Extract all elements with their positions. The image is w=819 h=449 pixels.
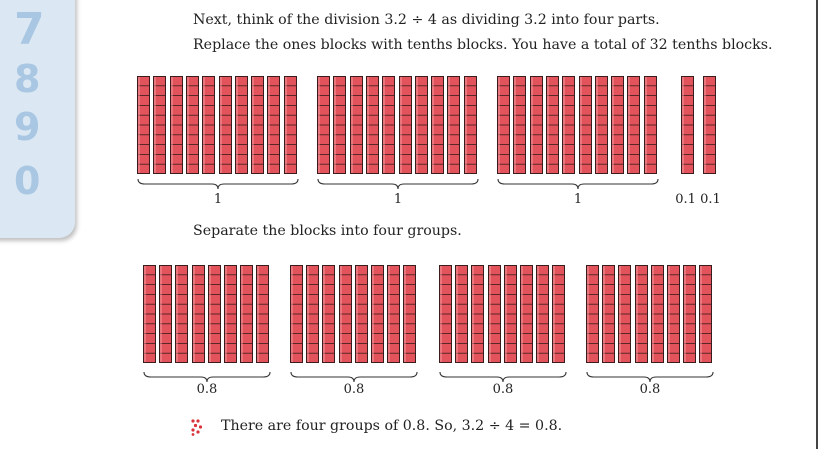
model2-rod-3-8 bbox=[552, 265, 565, 363]
model2-rod-3-2 bbox=[455, 265, 468, 363]
intro-line-2: Replace the ones blocks with tenths blocks. You have a total of 32 tenths blocks. bbox=[193, 37, 773, 53]
model2-rod-3-5 bbox=[504, 265, 517, 363]
model2-rod-4-2 bbox=[602, 265, 615, 363]
instruction-text: Separate the blocks into four groups. bbox=[193, 223, 462, 239]
model1-rod-3-3 bbox=[530, 76, 543, 174]
model2-rod-4-7 bbox=[683, 265, 696, 363]
model1-rod-3-6 bbox=[579, 76, 592, 174]
model2-rod-2-6 bbox=[371, 265, 384, 363]
model1-rod-1-8 bbox=[251, 76, 264, 174]
model2-rod-4-4 bbox=[635, 265, 648, 363]
model2-label-group-3: 0.8 bbox=[492, 382, 514, 397]
model1-brace-one-c bbox=[497, 178, 659, 190]
model1-rod-2-7 bbox=[415, 76, 428, 174]
model1-label-one-b: 1 bbox=[393, 192, 403, 207]
model2-rod-1-8 bbox=[256, 265, 269, 363]
model1-rod-3-9 bbox=[627, 76, 640, 174]
model1-rod-1-4 bbox=[186, 76, 199, 174]
model1-rod-2-2 bbox=[333, 76, 346, 174]
model2-rod-1-3 bbox=[175, 265, 188, 363]
model1-rod-tenth-2 bbox=[703, 76, 716, 174]
model1-brace-one-b bbox=[317, 178, 479, 190]
model1-rod-1-6 bbox=[219, 76, 232, 174]
model1-rod-1-3 bbox=[170, 76, 183, 174]
model2-rod-1-4 bbox=[192, 265, 205, 363]
model1-rod-3-8 bbox=[611, 76, 624, 174]
model2-rod-4-6 bbox=[667, 265, 680, 363]
side-digit-9: 9 bbox=[14, 105, 41, 149]
model1-label-one-c: 1 bbox=[573, 192, 583, 207]
model2-rod-2-5 bbox=[355, 265, 368, 363]
model1-rod-2-8 bbox=[431, 76, 444, 174]
side-digit-7: 7 bbox=[14, 4, 45, 55]
conclusion-text: There are four groups of 0.8. So, 3.2 ÷ 4 = 0.8. bbox=[221, 418, 563, 434]
model1-rod-2-10 bbox=[464, 76, 477, 174]
model2-rod-2-7 bbox=[387, 265, 400, 363]
model2-rod-2-1 bbox=[290, 265, 303, 363]
model1-rod-2-4 bbox=[366, 76, 379, 174]
model2-rod-3-3 bbox=[471, 265, 484, 363]
model2-rod-4-5 bbox=[651, 265, 664, 363]
model1-rod-2-9 bbox=[447, 76, 460, 174]
model1-rod-1-2 bbox=[153, 76, 166, 174]
model2-rod-3-6 bbox=[520, 265, 533, 363]
model1-rod-3-10 bbox=[644, 76, 657, 174]
model1-rod-1-7 bbox=[235, 76, 248, 174]
model2-rod-3-7 bbox=[536, 265, 549, 363]
model2-label-group-1: 0.8 bbox=[196, 382, 218, 397]
side-number-tab bbox=[0, 0, 75, 238]
model1-label-one-a: 1 bbox=[213, 192, 223, 207]
intro-line-1: Next, think of the division 3.2 ÷ 4 as dividing 3.2 into four parts. bbox=[193, 12, 660, 28]
model1-rod-3-2 bbox=[513, 76, 526, 174]
model1-rod-3-4 bbox=[546, 76, 559, 174]
model2-rod-2-2 bbox=[306, 265, 319, 363]
side-digit-0: 0 bbox=[14, 159, 41, 203]
model1-rod-1-5 bbox=[202, 76, 215, 174]
model1-rod-2-3 bbox=[350, 76, 363, 174]
model2-rod-4-3 bbox=[618, 265, 631, 363]
model2-rod-1-2 bbox=[159, 265, 172, 363]
model1-rod-3-1 bbox=[497, 76, 510, 174]
model1-rod-1-10 bbox=[284, 76, 297, 174]
model2-rod-3-1 bbox=[439, 265, 452, 363]
model1-label-tenths: 0.1 0.1 bbox=[675, 192, 721, 207]
model2-rod-1-1 bbox=[143, 265, 156, 363]
model1-brace-one-a bbox=[137, 178, 299, 190]
therefore-dots-icon bbox=[190, 418, 206, 436]
model2-rod-4-8 bbox=[699, 265, 712, 363]
model2-label-group-2: 0.8 bbox=[343, 382, 365, 397]
model1-rod-1-9 bbox=[267, 76, 280, 174]
page-edge-rule bbox=[816, 0, 818, 449]
model2-rod-2-8 bbox=[403, 265, 416, 363]
model2-label-group-4: 0.8 bbox=[639, 382, 661, 397]
model1-rod-2-6 bbox=[399, 76, 412, 174]
model1-rod-2-5 bbox=[382, 76, 395, 174]
model2-rod-1-5 bbox=[208, 265, 221, 363]
model1-rod-tenth-1 bbox=[681, 76, 694, 174]
model1-rod-2-1 bbox=[317, 76, 330, 174]
model1-rod-3-7 bbox=[595, 76, 608, 174]
model1-rod-3-5 bbox=[562, 76, 575, 174]
model2-rod-1-6 bbox=[224, 265, 237, 363]
model2-rod-2-3 bbox=[322, 265, 335, 363]
model2-rod-2-4 bbox=[339, 265, 352, 363]
model2-rod-1-7 bbox=[240, 265, 253, 363]
model1-rod-1-1 bbox=[137, 76, 150, 174]
model2-rod-3-4 bbox=[488, 265, 501, 363]
side-digit-8: 8 bbox=[14, 57, 41, 101]
model2-rod-4-1 bbox=[586, 265, 599, 363]
